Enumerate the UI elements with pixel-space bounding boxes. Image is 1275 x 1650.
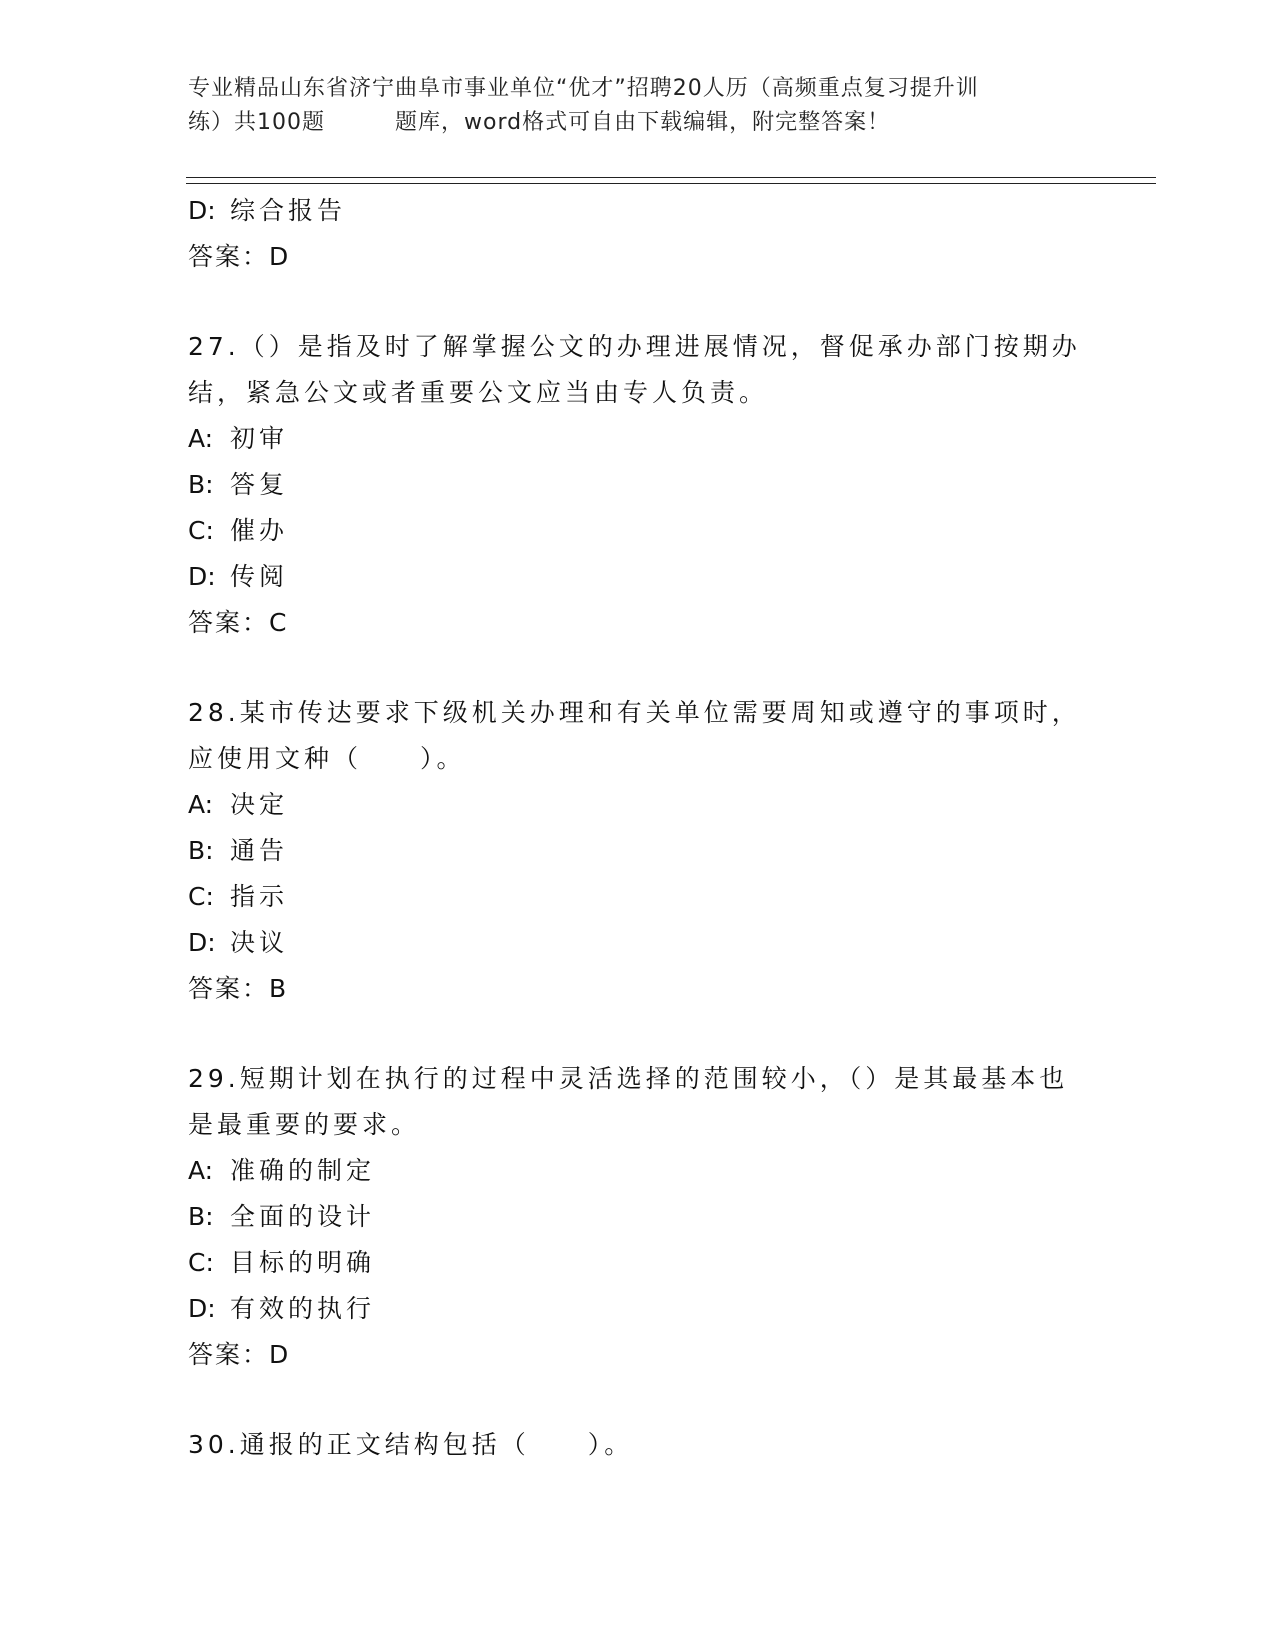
spacer [188, 646, 1088, 690]
option-letter: C: [188, 1248, 214, 1277]
answer-line: 答案：D [188, 1340, 291, 1369]
option-text: 准确的制定 [230, 1156, 376, 1185]
option-text: 目标的明确 [230, 1248, 376, 1277]
question-text-line2: 是最重要的要求。 [188, 1110, 421, 1139]
answer-line: 答案：C [188, 608, 289, 637]
option-letter: A: [188, 790, 214, 819]
header-divider-top [186, 177, 1156, 178]
question-text-line2: 结，紧急公文或者重要公文应当由专人负责。 [188, 378, 769, 407]
page-header [188, 72, 1078, 140]
option-letter: D: [188, 196, 216, 225]
option-letter: B: [188, 1202, 214, 1231]
question-29 [188, 1056, 1088, 1148]
header-title-line1: 专业精品山东省济宁曲阜市事业单位“优才”招聘20人历（高频重点复习提升训 [188, 76, 979, 101]
option-d [188, 188, 1088, 234]
spacer [188, 1012, 1088, 1056]
option-text: 指示 [230, 882, 289, 911]
option-text: 决议 [230, 928, 289, 957]
option-c [188, 1240, 1088, 1286]
answer-line: 答案：B [188, 974, 289, 1003]
header-title-part1: 练）共100题 [188, 110, 325, 135]
option-letter: D: [188, 562, 216, 591]
option-text: 通告 [230, 836, 289, 865]
option-a [188, 1148, 1088, 1194]
option-a [188, 782, 1088, 828]
header-divider-bottom [186, 183, 1156, 184]
option-d [188, 1286, 1088, 1332]
question-text-line2: 应使用文种（ ）。 [188, 744, 466, 773]
question-text-line1: 27.（）是指及时了解掌握公文的办理进展情况，督促承办部门按期办 [188, 332, 1081, 361]
question-text-line1: 29.短期计划在执行的过程中灵活选择的范围较小，（）是其最基本也 [188, 1064, 1069, 1093]
option-text: 传阅 [230, 562, 289, 591]
option-text: 综合报告 [230, 196, 347, 225]
question-28 [188, 690, 1088, 782]
option-text: 答复 [230, 470, 289, 499]
option-letter: B: [188, 470, 214, 499]
question-30 [188, 1422, 1088, 1468]
option-letter: D: [188, 928, 216, 957]
spacer [188, 280, 1088, 324]
option-d [188, 554, 1088, 600]
option-d [188, 920, 1088, 966]
document-body [188, 188, 1088, 1468]
option-b [188, 1194, 1088, 1240]
option-c [188, 508, 1088, 554]
option-letter: B: [188, 836, 214, 865]
question-text-line1: 30.通报的正文结构包括（ ）。 [188, 1430, 634, 1459]
option-letter: C: [188, 882, 214, 911]
option-text: 有效的执行 [230, 1294, 376, 1323]
option-text: 全面的设计 [230, 1202, 376, 1231]
option-text: 决定 [230, 790, 289, 819]
option-text: 初审 [230, 424, 289, 453]
option-text: 催办 [230, 516, 289, 545]
option-letter: D: [188, 1294, 216, 1323]
option-b [188, 828, 1088, 874]
spacer [188, 1378, 1088, 1422]
question-text-line1: 28.某市传达要求下级机关办理和有关单位需要周知或遵守的事项时， [188, 698, 1081, 727]
option-letter: A: [188, 424, 214, 453]
option-letter: C: [188, 516, 214, 545]
option-letter: A: [188, 1156, 214, 1185]
answer-line: 答案：D [188, 242, 291, 271]
option-c [188, 874, 1088, 920]
header-title-part2: 题库，word格式可自由下载编辑，附完整答案！ [395, 110, 891, 135]
option-a [188, 416, 1088, 462]
option-b [188, 462, 1088, 508]
header-title-line2 [188, 106, 1078, 140]
question-27 [188, 324, 1088, 416]
